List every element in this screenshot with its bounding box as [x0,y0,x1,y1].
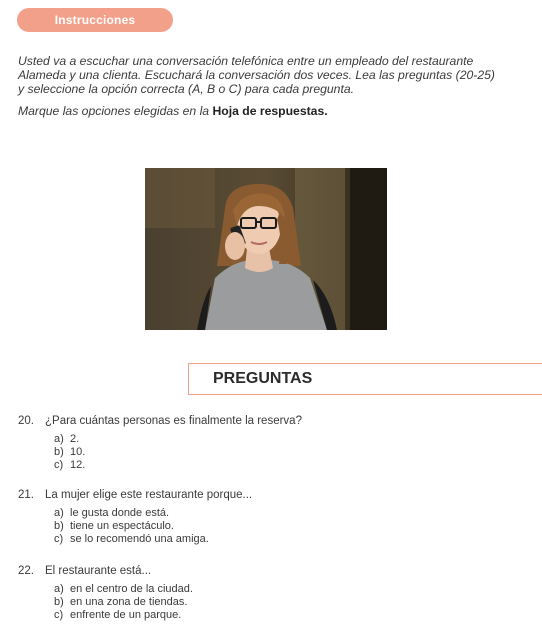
option-b: b) tiene un espectáculo. [54,520,174,532]
question-number: 20. [18,415,34,427]
question-number: 21. [18,489,34,501]
question-text: ¿Para cuántas personas es finalmente la reserva? [45,415,302,427]
option-a: a) le gusta donde está. [54,507,170,519]
section-title: PREGUNTAS [213,370,313,387]
instructions-line: Usted va a escuchar una conversación telefónica entre un empleado del restaurante [18,54,474,68]
instructions-badge: Instrucciones [17,8,173,32]
option-c: c) se lo recomendó una amiga. [54,533,209,545]
option-a: a) 2. [54,433,80,445]
preguntas-header [188,363,542,395]
option-b: b) 10. [54,446,86,458]
woman-on-phone-photo [145,168,387,330]
option-c: c) enfrente de un parque. [54,609,182,621]
question-text: La mujer elige este restaurante porque... [45,489,253,501]
option-a: a) en el centro de la ciudad. [54,583,193,595]
instructions-text [18,54,523,118]
answer-sheet-note: Marque las opciones elegidas en la [18,104,213,118]
question-number: 22. [18,565,34,577]
question-text: El restaurante está... [45,565,152,577]
instructions-line: Alameda y una clienta. Escuchará la conversación dos veces. Lea las preguntas (20-25) [18,68,495,82]
answer-sheet-name: Hoja de respuestas. [212,104,328,118]
option-c: c) 12. [54,459,86,471]
option-b: b) en una zona de tiendas. [54,596,188,608]
instructions-line: y seleccione la opción correcta (A, B o C) para cada pregunta. [18,82,355,96]
